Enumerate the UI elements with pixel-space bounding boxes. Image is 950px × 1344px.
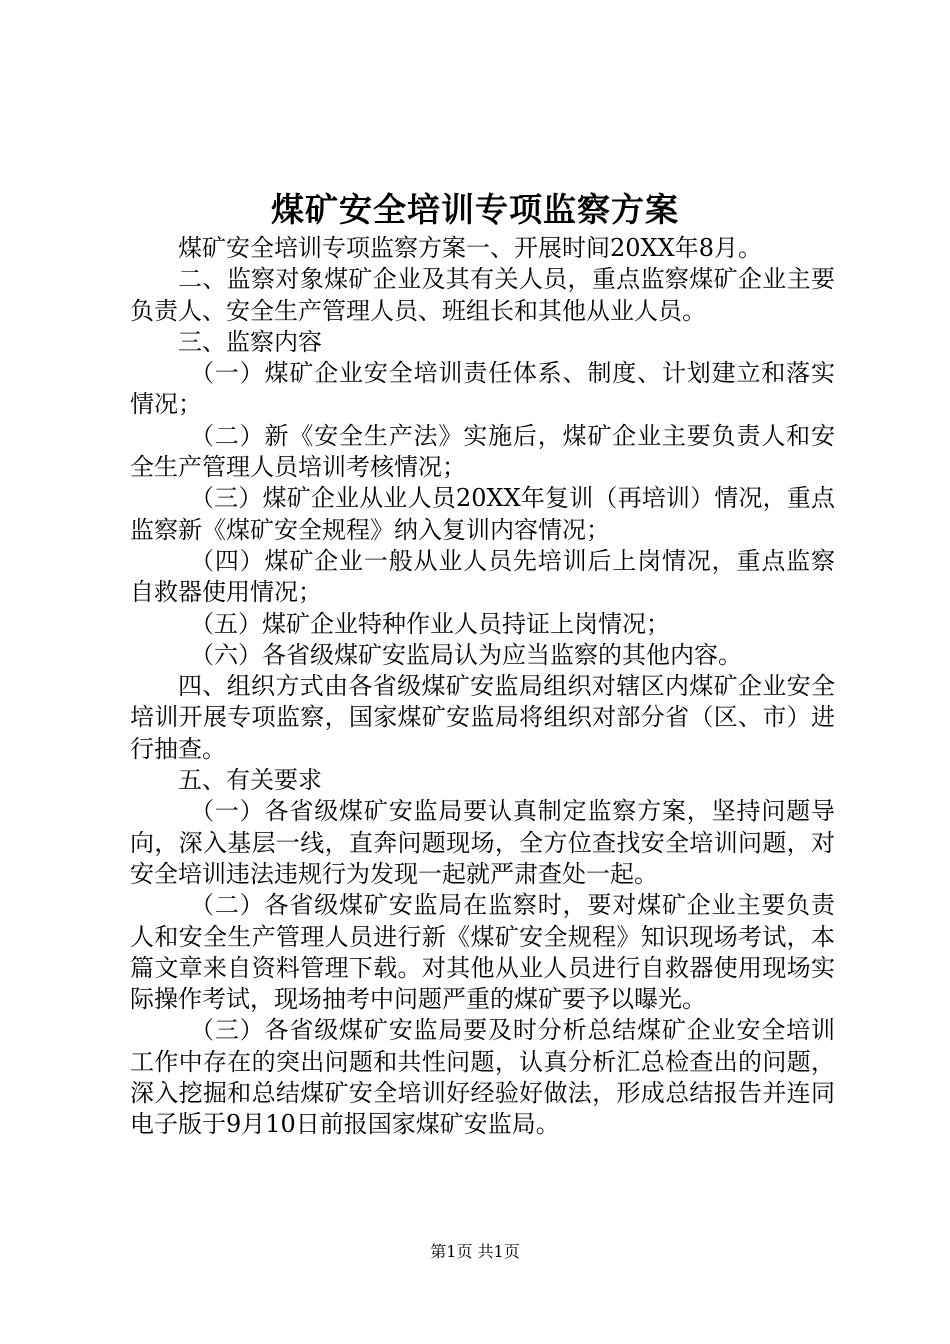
paragraph-section-5-heading: 五、有关要求 <box>178 766 322 795</box>
paragraph-item: （二）各省级煤矿安监局在监察时，要对煤矿企业主要负责人和安全生产管理人员进行新《煤矿安全规程》知识现场考试，本篇文章来自资料管理下载。对其他从业人员进行自救器使用现场实际操作考试，现场抽考中问题严重的煤矿要予以曝光。 <box>130 891 835 1014</box>
paragraph-item: （六）各省级煤矿安监局认为应当监察的其他内容。 <box>190 640 742 669</box>
paragraph-intro: 煤矿安全培训专项监察方案一、开展时间20XX年8月。 <box>178 234 762 262</box>
paragraph-section-3-heading: 三、监察内容 <box>178 327 322 356</box>
paragraph-item: （三）煤矿企业从业人员20XX年复训（再培训）情况，重点监察新《煤矿安全规程》纳入复训内容情况； <box>130 484 835 544</box>
document-title: 煤矿安全培训专项监察方案 <box>271 190 679 229</box>
paragraph-item: （三）各省级煤矿安监局要及时分析总结煤矿企业安全培训工作中存在的突出问题和共性问题，认真分析汇总检查出的问题，深入挖掘和总结煤矿安全培训好经验好做法，形成总结报告并连同电子版于9月10日前报国家煤矿安监局。 <box>130 1016 835 1139</box>
paragraph-section-2: 二、监察对象煤矿企业及其有关人员，重点监察煤矿企业主要负责人、安全生产管理人员、班组长和其他从业人员。 <box>130 265 835 325</box>
paragraph-item: （五）煤矿企业特种作业人员持证上岗情况； <box>190 609 670 638</box>
page-footer: 第1页 共1页 <box>430 1242 520 1261</box>
paragraph-item: （一）各省级煤矿安监局要认真制定监察方案，坚持问题导向，深入基层一线，直奔问题现场，全方位查找安全培训问题，对安全培训违法违规行为发现一起就严肃查处一起。 <box>130 797 835 888</box>
paragraph-item: （二）新《安全生产法》实施后，煤矿企业主要负责人和安全生产管理人员培训考核情况； <box>130 421 835 482</box>
paragraph-item: （四）煤矿企业一般从业人员先培训后上岗情况，重点监察自救器使用情况； <box>130 546 835 607</box>
paragraph-section-4: 四、组织方式由各省级煤矿安监局组织对辖区内煤矿企业安全培训开展专项监察，国家煤矿安监局将组织对部分省（区、市）进行抽查。 <box>130 672 835 763</box>
document-body <box>130 233 835 1141</box>
paragraph-item: （一）煤矿企业安全培训责任体系、制度、计划建立和落实情况； <box>130 359 835 419</box>
